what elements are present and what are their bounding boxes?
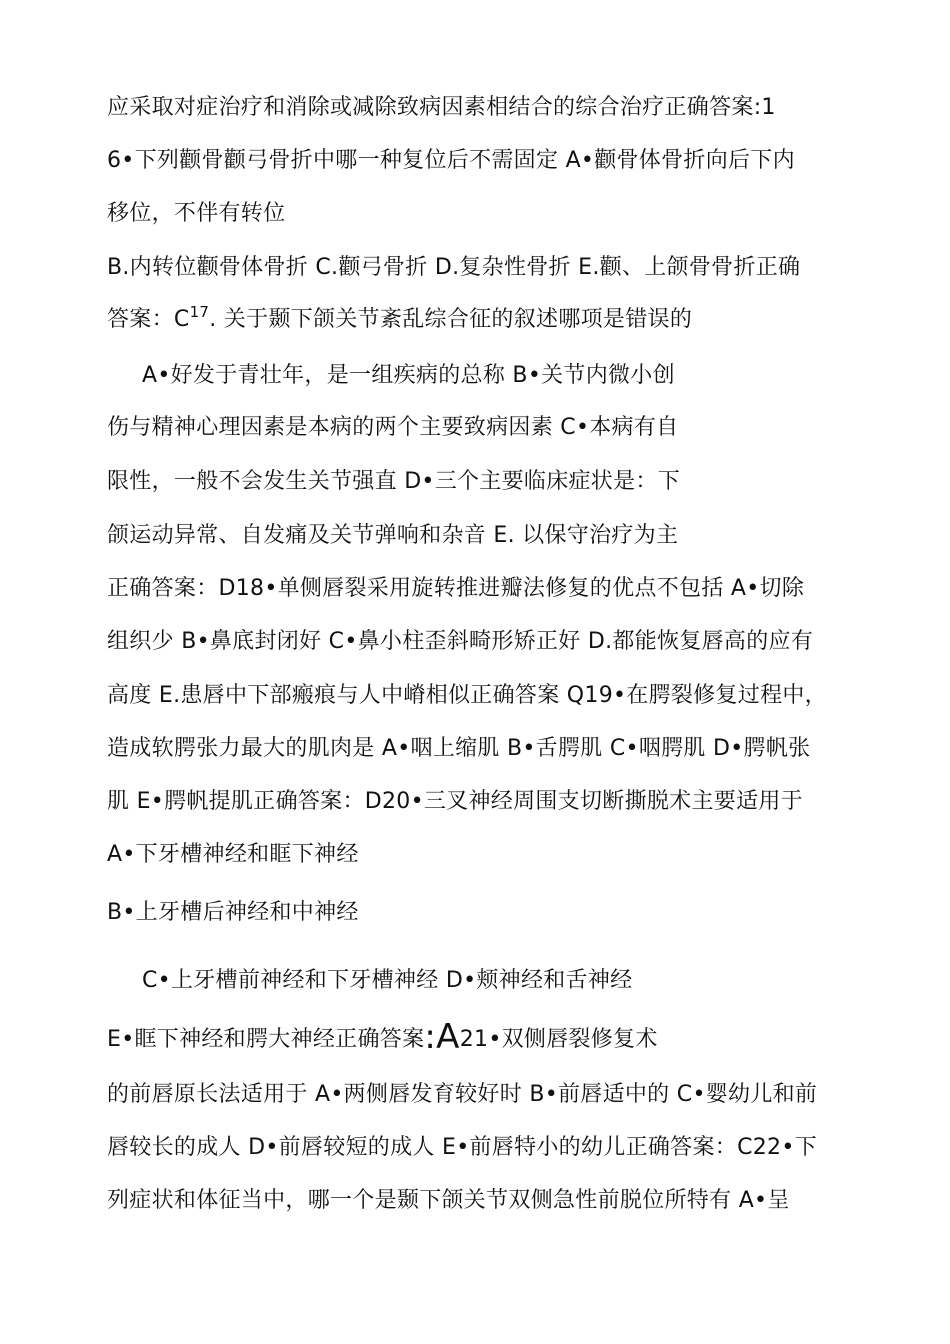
answer-letter: :A [424,1017,460,1057]
text-line: 移位，不伴有转位 [107,201,286,226]
text-line: A•好发于青壮年，是一组疾病的总称 B•关节内微小创 [142,363,675,388]
text-line: 6•下列颧骨颧弓骨折中哪一种复位后不需固定 A•颧骨体骨折向后下内 [107,148,795,173]
text-line: 的前唇原长法适用于 A•两侧唇发育较好时 B•前唇适中的 C•婴幼儿和前 [107,1082,818,1107]
text-line: 组织少 B•鼻底封闭好 C•鼻小柱歪斜畸形矫正好 D.都能恢复唇高的应有 [107,629,814,654]
text-line: 限性，一般不会发生关节强直 D•三个主要临床症状是：下 [107,469,681,494]
text-line [107,305,692,335]
text-line: B.内转位颧骨体骨折 C.颧弓骨折 D.复杂性骨折 E.颧、上颌骨骨折正确 [107,255,801,280]
text-line [107,1017,658,1057]
text-run: 答案：C [107,307,190,332]
text-run: 21•双侧唇裂修复术 [459,1027,658,1052]
text-line: 唇较长的成人 D•前唇较短的成人 E•前唇特小的幼儿正确答案：C22•下 [107,1135,817,1160]
text-line: 正确答案：D18•单侧唇裂采用旋转推进瓣法修复的优点不包括 A•切除 [107,576,805,601]
text-line: 肌 E•腭帆提肌正确答案：D20•三叉神经周围支切断撕脱术主要适用于 [107,789,803,814]
text-line: 伤与精神心理因素是本病的两个主要致病因素 C•本病有自 [107,415,679,440]
text-line: 颌运动异常、自发痛及关节弹响和杂音 E. 以保守治疗为主 [107,523,679,548]
text-line: 造成软腭张力最大的肌肉是 A•咽上缩肌 B•舌腭肌 C•咽腭肌 D•腭帆张 [107,736,811,761]
text-line: A•下牙槽神经和眶下神经 [107,842,359,867]
text-run: E•眶下神经和腭大神经正确答案 [107,1027,425,1052]
text-run: . 关于颞下颌关节紊乱综合征的叙述哪项是错误的 [209,307,693,332]
text-line: 应采取对症治疗和消除或减除致病因素相结合的综合治疗正确答案:1 [107,95,776,120]
text-line: B•上牙槽后神经和中神经 [107,900,359,925]
text-line: C•上牙槽前神经和下牙槽神经 D•颊神经和舌神经 [142,968,633,993]
text-line: 高度 E.患唇中下部瘢痕与人中嵴相似正确答案 Q19•在腭裂修复过程中， [107,683,827,708]
text-line: 列症状和体征当中，哪一个是颞下颌关节双侧急性前脱位所特有 A•呈 [107,1188,790,1213]
question-number-superscript: 17 [189,303,210,321]
